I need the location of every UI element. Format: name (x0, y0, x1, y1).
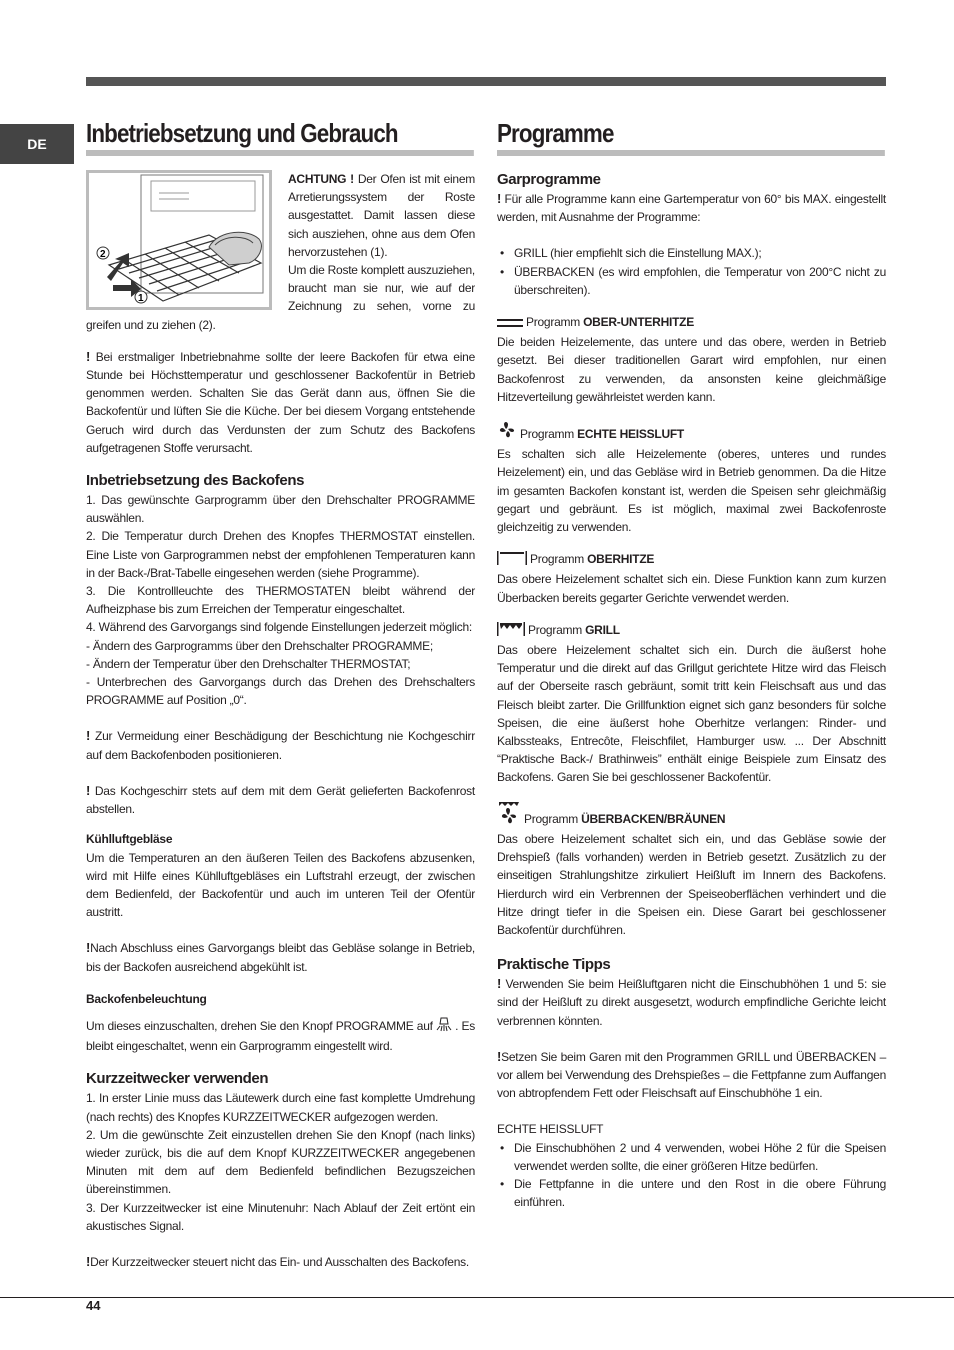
list-item: • Die Fettpfanne in die untere und den Rost in die obere Führung einführen. (497, 1175, 886, 1211)
note-damage: ! Zur Vermeidung einer Beschädigung der Beschichtung nie Kochgeschirr auf dem Backofenboden positionieren. (86, 728, 475, 762)
heading-fan: Kühlluftgebläse (86, 832, 173, 847)
list-item: • GRILL (hier empfiehlt sich die Einstellung MAX.); (497, 244, 886, 262)
fan-heat-icon (497, 420, 517, 445)
grill-fan-icon (497, 801, 521, 830)
rack-section (86, 170, 475, 334)
heading-echte-heissluft: ECHTE HEISSLUFT (497, 1122, 604, 1137)
left-column (86, 118, 475, 1271)
program-grill: Programm GRILL Das obere Heizelement schaltet sich ein. Durch die äußerst hohe Temperatur und die direkt auf das Grillgut gerichtete Hitze wird das Fleisch auf der Oberseite rasch gebräunt, somit tritt kein Fleischsaft aus und das Fleisch bleibt zarter. Die Grillfunktion eignet sich ganz besonders für solche Speisen, die eine äußerst hohe Oberhitze verlangen: Rinder- und Kalbssteaks, Entrecôte, Fleischfilet, Hamburger usw. ... Der Abschnitt “Praktische Back-/ Brathinweis” enthält einige Beispiele zum Einsatz des Backofens. Garen Sie bei geschlossener Backofentür. (497, 622, 886, 785)
timer-step-2: 2. Um die gewünschte Zeit einzustellen drehen Sie den Knopf (nach links) wieder zurück, bis die auf dem Knopf KURZZEITWECKER angegebenen Minuten mit dem auf dem Bedienfeld befindlichen Bezugszeichen übereinstimmen. (86, 1127, 475, 1197)
setup-step-4: 4. Während des Garvorgangs sind folgende Einstellungen jederzeit möglich: (86, 620, 472, 635)
heading-timer: Kurzzeitwecker verwenden (86, 1070, 269, 1088)
figure-label-2: 2 (100, 249, 106, 260)
heading-setup: Inbetriebsetzung des Backofens (86, 472, 305, 490)
fan-text: Um die Temperaturen an den äußeren Teilen des Backofens abzusenken, wird mit Hilfe eines Kühlluftgebläses ein Luftstrahl erzeugt, der zwischen dem Bedienfeld, der Backofentür und auch im unteren Teil der Ofentür austritt. (86, 850, 475, 920)
oven-rack-illustration (86, 170, 272, 310)
list-item: • ÜBERBACKEN (es wird empfohlen, die Temperatur von 200°C nicht zu überschreiten). (497, 263, 886, 299)
program-ueberbacken: Programm ÜBERBACKEN/BRÄUNEN Das obere Heizelement schaltet sich ein, und das Gebläse sowie der Drehspieß (falls vorhanden) werden in Betrieb gesetzt. Zusätzlich zu der einseitigen Strahlungshitze zirkuliert Heißluft im Innern des Backofens. Hierdurch wird ein Verbrennen der Speiseoberflächen verhindert und die Hitze dringt tiefer in die Speisen ein. Diese Garart bei geschlossener Backofentür durchführen. (497, 801, 886, 939)
setup-step-2: 2. Die Temperatur durch Drehen des Knopfes THERMOSTAT einstellen. Eine Liste von Garprogrammen nebst der empfohlenen Temperaturen kann in der Back-/Brat-Tabelle eingesehen werden (siehe Programme). (86, 529, 475, 580)
gar-text: ! Für alle Programme kann eine Gartemperatur von 60° bis MAX. eingestellt werden, mit Ausnahme der Programme: (497, 191, 886, 225)
figure-label-1: 1 (138, 293, 144, 304)
note-fan: !Nach Abschluss eines Garvorgangs bleibt das Gebläse solange in Betrieb, bis der Backofen ausreichend abgekühlt ist. (86, 940, 475, 974)
light-text: Um dieses einzuschalten, drehen Sie den Knopf PROGRAMME auf . Es bleibt eingeschaltet, wenn ein Garprogramm eingestellt wird. (86, 1016, 475, 1055)
top-bottom-heat-icon (497, 315, 523, 333)
warning-label: ACHTUNG ! (288, 172, 354, 186)
page-title-right: Programme (497, 118, 885, 156)
footer-rule (0, 1297, 954, 1298)
rack-warning: ACHTUNG ! Der Ofen ist mit einem Arretierungssystem der Roste ausgestattet. Damit lassen diese sich ausziehen, ohne aus dem Ofen hervorzustehen (1). (288, 172, 475, 259)
language-tab: DE (0, 124, 74, 164)
echte-heissluft-list (497, 1139, 886, 1212)
timer-step-1: 1. In erster Linie muss das Läutewerk durch eine fast komplette Umdrehung (nach rechts) des Knopfes KURZZEITWECKER aufgezogen werden. (86, 1091, 475, 1124)
program-ober-unterhitze: Programm OBER-UNTERHITZE Die beiden Heizelemente, das untere und das obere, werden in Betrieb gesetzt. Bei dieser traditionellen Garart wird empfohlen, nur einen Backofenrost zu verwenden, da ansonsten keine gleichmäßige Hitzeverteilung gewährleistet werden kann. (497, 315, 886, 404)
top-heat-icon (497, 551, 527, 570)
lamp-icon (436, 1016, 452, 1037)
note-cookware: ! Das Kochgeschirr stets auf dem mit dem Gerät gelieferten Backofenrost abstellen. (86, 782, 475, 817)
right-column (497, 118, 886, 1211)
program-echte-heissluft: Programm ECHTE HEISSLUFT Es schalten sich alle Heizelemente (oberes, unteres und rundes Heizelement) ein, und das Gebläse wird in Betrieb genommen. Da die Hitze im gesamten Backofen konstant ist, werden die Speisen sehr gleichmäßig gegart und gebräunt. Es ist möglich, maximal zwei Backofenroste gleichzeitig zu verwenden. (497, 420, 886, 536)
rack-warning-2: Um die Roste komplett auszuziehen, braucht man sie nur, wie auf der Zeichnung zu sehen, vorne zu greifen und zu ziehen (2). (86, 263, 475, 332)
list-item: • Die Einschubhöhen 2 und 4 verwenden, wobei Höhe 2 für die Speisen verwendet werden sollte, die einer größeren Hitze bedürfen. (497, 1139, 886, 1175)
page-title-left: Inbetriebsetzung und Gebrauch (86, 118, 474, 156)
page-number: 44 (86, 1298, 101, 1313)
heading-light: Backofenbeleuchtung (86, 991, 207, 1006)
grill-icon (497, 622, 525, 641)
setup-step-4b: - Ändern der Temperatur über den Drehschalter THERMOSTAT; (86, 656, 411, 671)
timer-step-3: 3. Der Kurzzeitwecker ist eine Minutenuhr: Nach Ablauf der Zeit ertönt ein akustisches Signal. (86, 1200, 475, 1233)
setup-step-4a: - Ändern des Garprogramms über den Drehschalter PROGRAMME; (86, 638, 433, 653)
program-oberhitze: Programm OBERHITZE Das obere Heizelement schaltet sich ein. Diese Funktion kann zum kurzen Überbacken bereits gegarter Gerichte verwendet werden. (497, 552, 886, 605)
tip-2: !Setzen Sie beim Garen mit den Programmen GRILL und ÜBERBACKEN – vor allem bei Verwendung des Drehspießes – die Fettpfanne zum Auffangen von abtropfendem Fett oder Fleischsaft auf Einschubhöhe 1 ein. (497, 1048, 886, 1101)
tip-1: ! Verwenden Sie beim Heißluftgaren nicht die Einschubhöhen 1 und 5: sie sind der Heißluft zu direkt ausgesetzt, wodurch empfindliche Gerichte leicht verbrennen könnten. (497, 976, 886, 1028)
setup-step-1: 1. Das gewünschte Garprogramm über den Drehschalter PROGRAMME auswählen. (86, 493, 475, 526)
note-first-use: ! Bei erstmaliger Inbetriebnahme sollte der leere Backofen für etwa eine Stunde bei Höchsttemperatur und geschlossener Backofentür in Betrieb genommen werden. Schalten Sie das Gerät dann aus, öffnen Sie die Backofentür und lüften Sie die Küche. Der bei diesem Vorgang entstehende Geruch wird durch das Verdunsten der zum Schutz des Backofens aufgetragenen Stoffe verursacht. (86, 348, 475, 455)
setup-step-3: 3. Die Kontrollleuchte des THERMOSTATEN bleibt während der Aufheizphase bis zum Erreichen der Temperatur eingeschaltet. (86, 584, 475, 617)
top-bar (86, 77, 886, 86)
note-timer: !Der Kurzzeitwecker steuert nicht das Ein- und Ausschalten des Backofens. (86, 1253, 469, 1269)
gar-exceptions-list (497, 244, 886, 299)
heading-garprogramme: Garprogramme (497, 171, 601, 188)
heading-tips: Praktische Tipps (497, 956, 611, 974)
setup-step-4c: - Unterbrechen des Garvorgangs durch das Drehen des Drehschalters PROGRAMME auf Position „0“. (86, 675, 475, 708)
